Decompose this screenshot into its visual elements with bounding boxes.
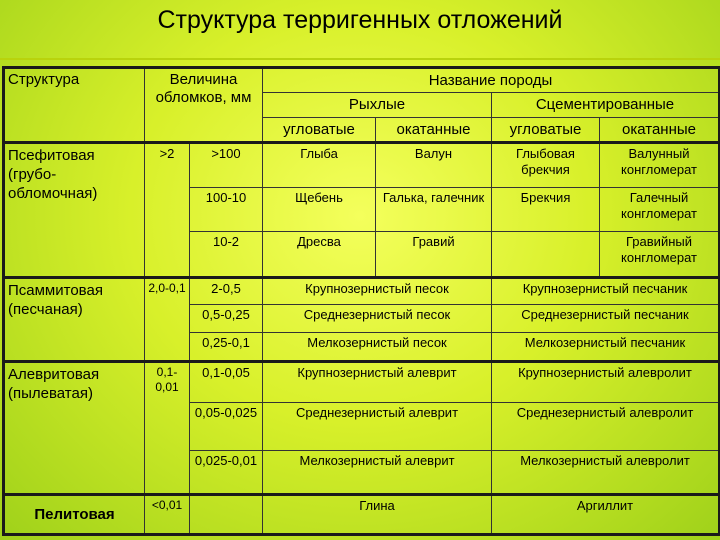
- rock-cell: Глыба: [263, 143, 376, 188]
- size-cell: >100: [190, 143, 263, 188]
- rock-cell: Крупнозернистый алеврит: [263, 361, 492, 403]
- rock-cell: Галечный конгломерат: [600, 188, 720, 232]
- rock-cell: Мелкозернистый песчаник: [492, 333, 720, 361]
- rock-cell: Среднезернистый песчаник: [492, 305, 720, 333]
- size-cell: 2-0,5: [190, 277, 263, 304]
- structure-psephite: Псефитовая (грубо-обломочная): [4, 143, 145, 278]
- structure-aleurite: Алевритовая (пылеватая): [4, 361, 145, 495]
- size-cell: 10-2: [190, 231, 263, 277]
- header-loose-angular: угловатые: [263, 118, 376, 143]
- header-loose-rounded: окатанные: [376, 118, 492, 143]
- header-cem-angular: угловатые: [492, 118, 600, 143]
- rock-cell: Гравийный конгломерат: [600, 231, 720, 277]
- title-divider: [0, 58, 720, 60]
- rock-cell: Мелкозернистый песок: [263, 333, 492, 361]
- size-cell: 0,1-0,05: [190, 361, 263, 403]
- header-fragment-size: Величина обломков, мм: [145, 68, 263, 143]
- size-cell: 0,25-0,1: [190, 333, 263, 361]
- rock-cell: Среднезернистый алевролит: [492, 403, 720, 451]
- structure-pelite: Пелитовая: [4, 495, 145, 535]
- size-cell: 0,025-0,01: [190, 451, 263, 495]
- rock-cell: Валун: [376, 143, 492, 188]
- rock-cell: Гравий: [376, 231, 492, 277]
- rock-cell: Среднезернистый алеврит: [263, 403, 492, 451]
- rock-cell: [492, 231, 600, 277]
- header-structure: Структура: [4, 68, 145, 143]
- rock-cell: Дресва: [263, 231, 376, 277]
- size-cell: 0,05-0,025: [190, 403, 263, 451]
- rock-cell: Крупнозернистый песчаник: [492, 277, 720, 304]
- rock-cell: Среднезернистый песок: [263, 305, 492, 333]
- rock-cell: Валунный конгломерат: [600, 143, 720, 188]
- range-psammite: 2,0-0,1: [145, 277, 190, 361]
- range-pelite: <0,01: [145, 495, 190, 535]
- header-cemented: Сцементированные: [492, 93, 720, 118]
- rock-cell: Галька, галечник: [376, 188, 492, 232]
- rock-cell: Крупнозернистый песок: [263, 277, 492, 304]
- size-cell: 0,5-0,25: [190, 305, 263, 333]
- rock-cell: Мелкозернистый алеврит: [263, 451, 492, 495]
- structure-psammite: Псаммитовая (песчаная): [4, 277, 145, 361]
- range-aleurite: 0,1-0,01: [145, 361, 190, 495]
- rock-cell: Глыбовая брекчия: [492, 143, 600, 188]
- header-rock-name: Название породы: [263, 68, 720, 93]
- size-cell: 100-10: [190, 188, 263, 232]
- rock-cell: Мелкозернистый алевролит: [492, 451, 720, 495]
- range-psephite: >2: [145, 143, 190, 278]
- rock-cell: Крупнозернистый алевролит: [492, 361, 720, 403]
- header-cem-rounded: окатанные: [600, 118, 720, 143]
- rock-cell: Глина: [263, 495, 492, 535]
- rock-cell: Брекчия: [492, 188, 600, 232]
- rock-cell: Аргиллит: [492, 495, 720, 535]
- header-loose: Рыхлые: [263, 93, 492, 118]
- rock-cell: Щебень: [263, 188, 376, 232]
- slide-title: Структура терригенных отложений: [157, 6, 563, 34]
- terrigenous-structure-table: [2, 66, 720, 536]
- size-cell-empty: [190, 495, 263, 535]
